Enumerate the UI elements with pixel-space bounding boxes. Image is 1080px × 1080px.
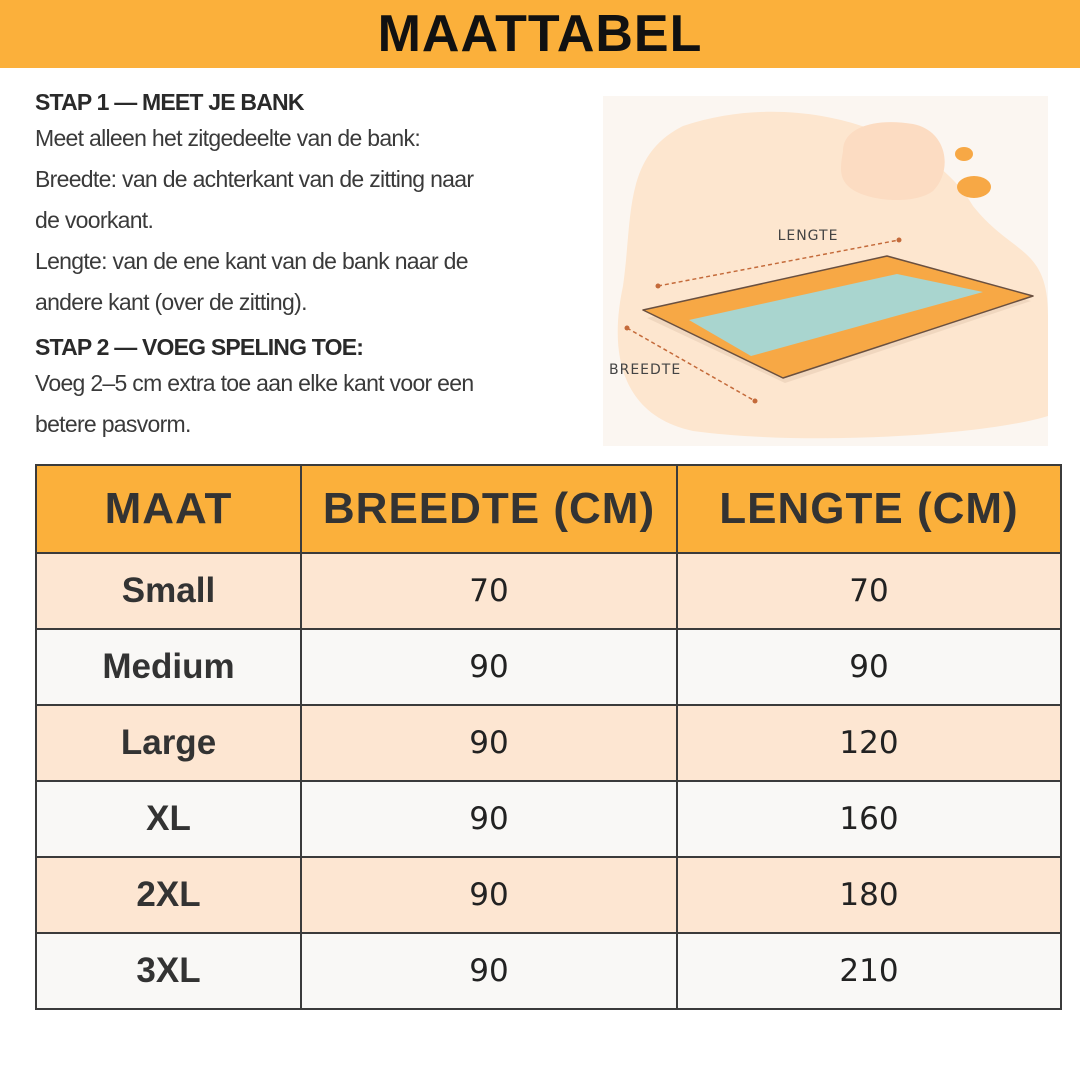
- step-1-line: de voorkant.: [35, 207, 154, 233]
- table-row: [36, 933, 1061, 1009]
- cushion-illustration: [603, 96, 1048, 446]
- cell-lengte: 160: [677, 781, 1061, 857]
- page-title: MAATTABEL: [377, 5, 703, 63]
- table-row: [36, 781, 1061, 857]
- step-1-line: Meet alleen het zitgedeelte van de bank:: [35, 125, 421, 151]
- table-row: [36, 857, 1061, 933]
- cell-maat: XL: [36, 781, 301, 857]
- cell-lengte: 90: [677, 629, 1061, 705]
- step-1-title: STAP 1 — MEET JE BANK: [35, 89, 304, 115]
- table-row: [36, 705, 1061, 781]
- step-1: [35, 86, 595, 323]
- length-dot: [656, 284, 661, 289]
- header-breedte: BREEDTE (CM): [301, 465, 677, 553]
- cell-lengte: 120: [677, 705, 1061, 781]
- cell-maat: Small: [36, 553, 301, 629]
- step-1-line: andere kant (over de zitting).: [35, 289, 307, 315]
- cell-maat: 2XL: [36, 857, 301, 933]
- cell-maat: 3XL: [36, 933, 301, 1009]
- size-table: [35, 464, 1062, 1010]
- orange-dot: [955, 147, 973, 161]
- step-2: [35, 331, 595, 445]
- table-row: [36, 629, 1061, 705]
- table-header-row: [36, 465, 1061, 553]
- step-2-line: Voeg 2–5 cm extra toe aan elke kant voor een: [35, 370, 474, 396]
- cell-breedte: 90: [301, 857, 677, 933]
- cell-maat: Large: [36, 705, 301, 781]
- step-2-title: STAP 2 — VOEG SPELING TOE:: [35, 334, 364, 360]
- length-label: LENGTE: [777, 228, 839, 244]
- step-1-line: Breedte: van de achterkant van de zitting naar: [35, 166, 474, 192]
- cell-lengte: 210: [677, 933, 1061, 1009]
- blob-circle: [841, 122, 945, 200]
- orange-dot: [957, 176, 991, 198]
- length-dot: [897, 238, 902, 243]
- cell-breedte: 90: [301, 781, 677, 857]
- cell-breedte: 90: [301, 629, 677, 705]
- header-maat: MAAT: [36, 465, 301, 553]
- cell-lengte: 180: [677, 857, 1061, 933]
- width-label: BREEDTE: [609, 362, 682, 378]
- cushion-diagram: [603, 96, 1048, 446]
- cell-breedte: 90: [301, 705, 677, 781]
- table-row: [36, 553, 1061, 629]
- step-2-line: betere pasvorm.: [35, 411, 191, 437]
- cell-lengte: 70: [677, 553, 1061, 629]
- width-dot: [753, 399, 758, 404]
- title-bar: [0, 0, 1080, 68]
- width-dot: [625, 326, 630, 331]
- instructions: [35, 86, 595, 445]
- cell-breedte: 90: [301, 933, 677, 1009]
- step-1-line: Lengte: van de ene kant van de bank naar de: [35, 248, 468, 274]
- cell-breedte: 70: [301, 553, 677, 629]
- header-lengte: LENGTE (CM): [677, 465, 1061, 553]
- cell-maat: Medium: [36, 629, 301, 705]
